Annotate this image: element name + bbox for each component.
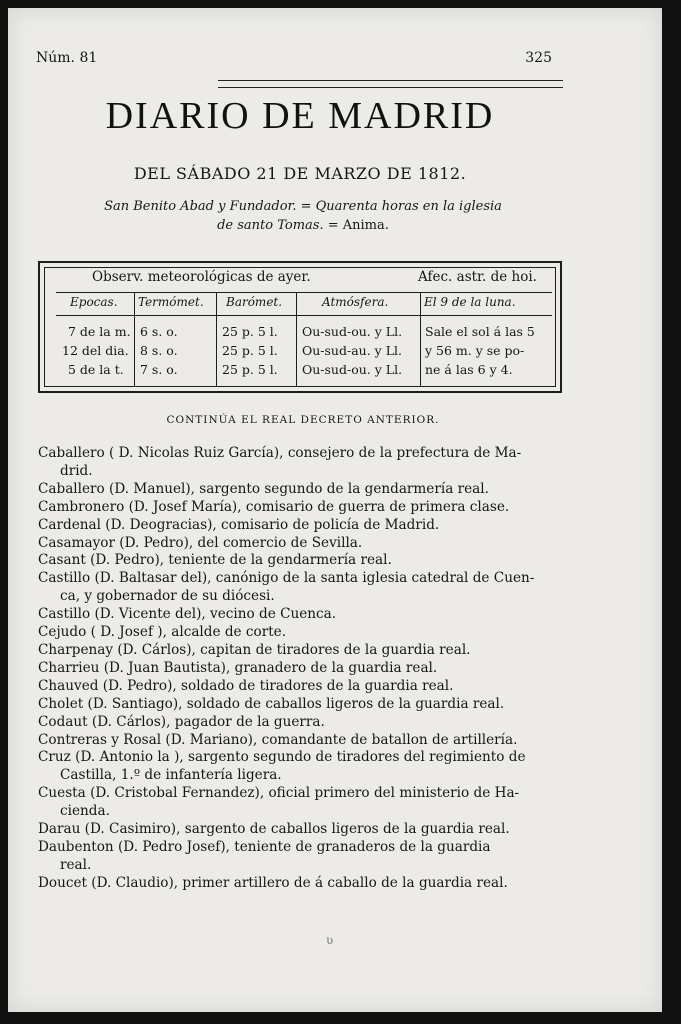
row1-epoca: 7 de la m. xyxy=(68,324,131,339)
list-item: Cambronero (D. Josef María), comisario de guerra de primera clase. xyxy=(38,498,510,515)
row2-luna: y 56 m. y se po- xyxy=(425,343,525,358)
page-header xyxy=(36,50,552,70)
astro-title: Afec. astr. de hoi. xyxy=(418,269,537,285)
list-item: Darau (D. Casimiro), sargento de caballos ligeros de la guardia real. xyxy=(38,821,510,838)
row1-atmosfera: Ou-sud-ou. y Ll. xyxy=(302,324,403,339)
newspaper-title: DIARIO DE MADRID xyxy=(105,95,495,137)
list-item: Charrieu (D. Juan Bautista), granadero de la guardia real. xyxy=(38,659,438,676)
list-item: Castillo (D. Vicente del), vecino de Cuenca. xyxy=(38,606,337,623)
row2-barometro: 25 p. 5 l. xyxy=(222,343,278,358)
row3-luna: ne á las 6 y 4. xyxy=(425,362,513,377)
list-item: Cruz (D. Antonio la ), sargento segundo de tiradores del regimiento de Castilla, 1.º de infantería ligera. xyxy=(38,749,526,784)
row3-barometro: 25 p. 5 l. xyxy=(222,362,278,377)
col-head-epocas: Epocas. xyxy=(70,295,118,309)
row1-barometro: 25 p. 5 l. xyxy=(222,324,278,339)
weather-header-rule xyxy=(56,292,552,293)
col-head-luna: El 9 de la luna. xyxy=(424,295,516,309)
list-item: Casant (D. Pedro), teniente de la gendarmería real. xyxy=(38,552,392,569)
saints-line-1: San Benito Abad y Fundador. = Quarenta horas en la iglesia xyxy=(104,199,502,214)
saints-line-2-upright: Anima. xyxy=(342,218,389,233)
col-head-barometro: Barómet. xyxy=(226,295,283,309)
row2-termometro: 8 s. o. xyxy=(140,343,178,358)
saints-of-the-day xyxy=(48,197,558,235)
decree-list xyxy=(38,445,568,893)
list-item: Caballero (D. Manuel), sargento segundo de la gendarmería real. xyxy=(38,480,489,497)
saints-line-2-italic: de santo Tomas. = xyxy=(217,218,339,233)
row2-epoca: 12 del dia. xyxy=(62,343,129,358)
list-item: Castillo (D. Baltasar del), canónigo de la santa iglesia catedral de Cuen- ca, y gobernador de su diócesi. xyxy=(38,570,535,605)
list-item: Charpenay (D. Cárlos), capitan de tiradores de la guardia real. xyxy=(38,641,471,658)
weather-title: Observ. meteorológicas de ayer. xyxy=(92,269,311,285)
col-divider xyxy=(296,293,297,387)
col-head-termometro: Termómet. xyxy=(138,295,204,309)
list-item: Cuesta (D. Cristobal Fernandez), oficial primero del ministerio de Ha- cienda. xyxy=(38,785,520,820)
row1-termometro: 6 s. o. xyxy=(140,324,178,339)
list-item: Cholet (D. Santiago), soldado de caballos ligeros de la guardia real. xyxy=(38,695,505,712)
list-item: Cejudo ( D. Josef ), alcalde de corte. xyxy=(38,624,287,641)
newspaper-page xyxy=(8,8,662,1012)
list-item: Codaut (D. Cárlos), pagador de la guerra. xyxy=(38,713,325,730)
col-head-atmosfera: Atmósfera. xyxy=(322,295,389,309)
list-item: Doucet (D. Claudio), primer artillero de á caballo de la guardia real. xyxy=(38,874,508,891)
list-item: Caballero ( D. Nicolas Ruiz García), consejero de la prefectura de Ma- drid. xyxy=(38,445,522,479)
section-heading: CONTINÚA EL REAL DECRETO ANTERIOR. xyxy=(166,414,440,426)
weather-table xyxy=(38,261,562,393)
row3-atmosfera: Ou-sud-ou. y Ll. xyxy=(302,362,403,377)
page-number: 325 xyxy=(525,50,552,66)
row2-atmosfera: Ou-sud-au. y Ll. xyxy=(302,343,402,358)
row3-termometro: 7 s. o. xyxy=(140,362,178,377)
col-divider xyxy=(134,293,135,387)
issue-date: DEL SÁBADO 21 DE MARZO DE 1812. xyxy=(133,164,467,183)
issue-number: Núm. 81 xyxy=(36,50,98,66)
header-rule xyxy=(218,80,563,88)
row1-luna: Sale el sol á las 5 xyxy=(425,324,535,339)
list-item: Contreras y Rosal (D. Mariano), comandante de batallon de artillería. xyxy=(38,731,518,748)
col-divider xyxy=(216,293,217,387)
saints-line-2 xyxy=(48,216,558,235)
row3-epoca: 5 de la t. xyxy=(68,362,124,377)
list-item: Daubenton (D. Pedro Josef), teniente de granaderos de la guardia real. xyxy=(38,838,491,873)
list-item: Chauved (D. Pedro), soldado de tiradores de la guardia real. xyxy=(38,677,454,694)
weather-column-rule xyxy=(56,315,552,316)
col-divider xyxy=(420,293,421,387)
list-item: Casamayor (D. Pedro), del comercio de Sevilla. xyxy=(38,534,363,551)
list-item: Cardenal (D. Deogracias), comisario de policía de Madrid. xyxy=(38,516,440,533)
ink-mark: ʋ xyxy=(326,933,334,947)
